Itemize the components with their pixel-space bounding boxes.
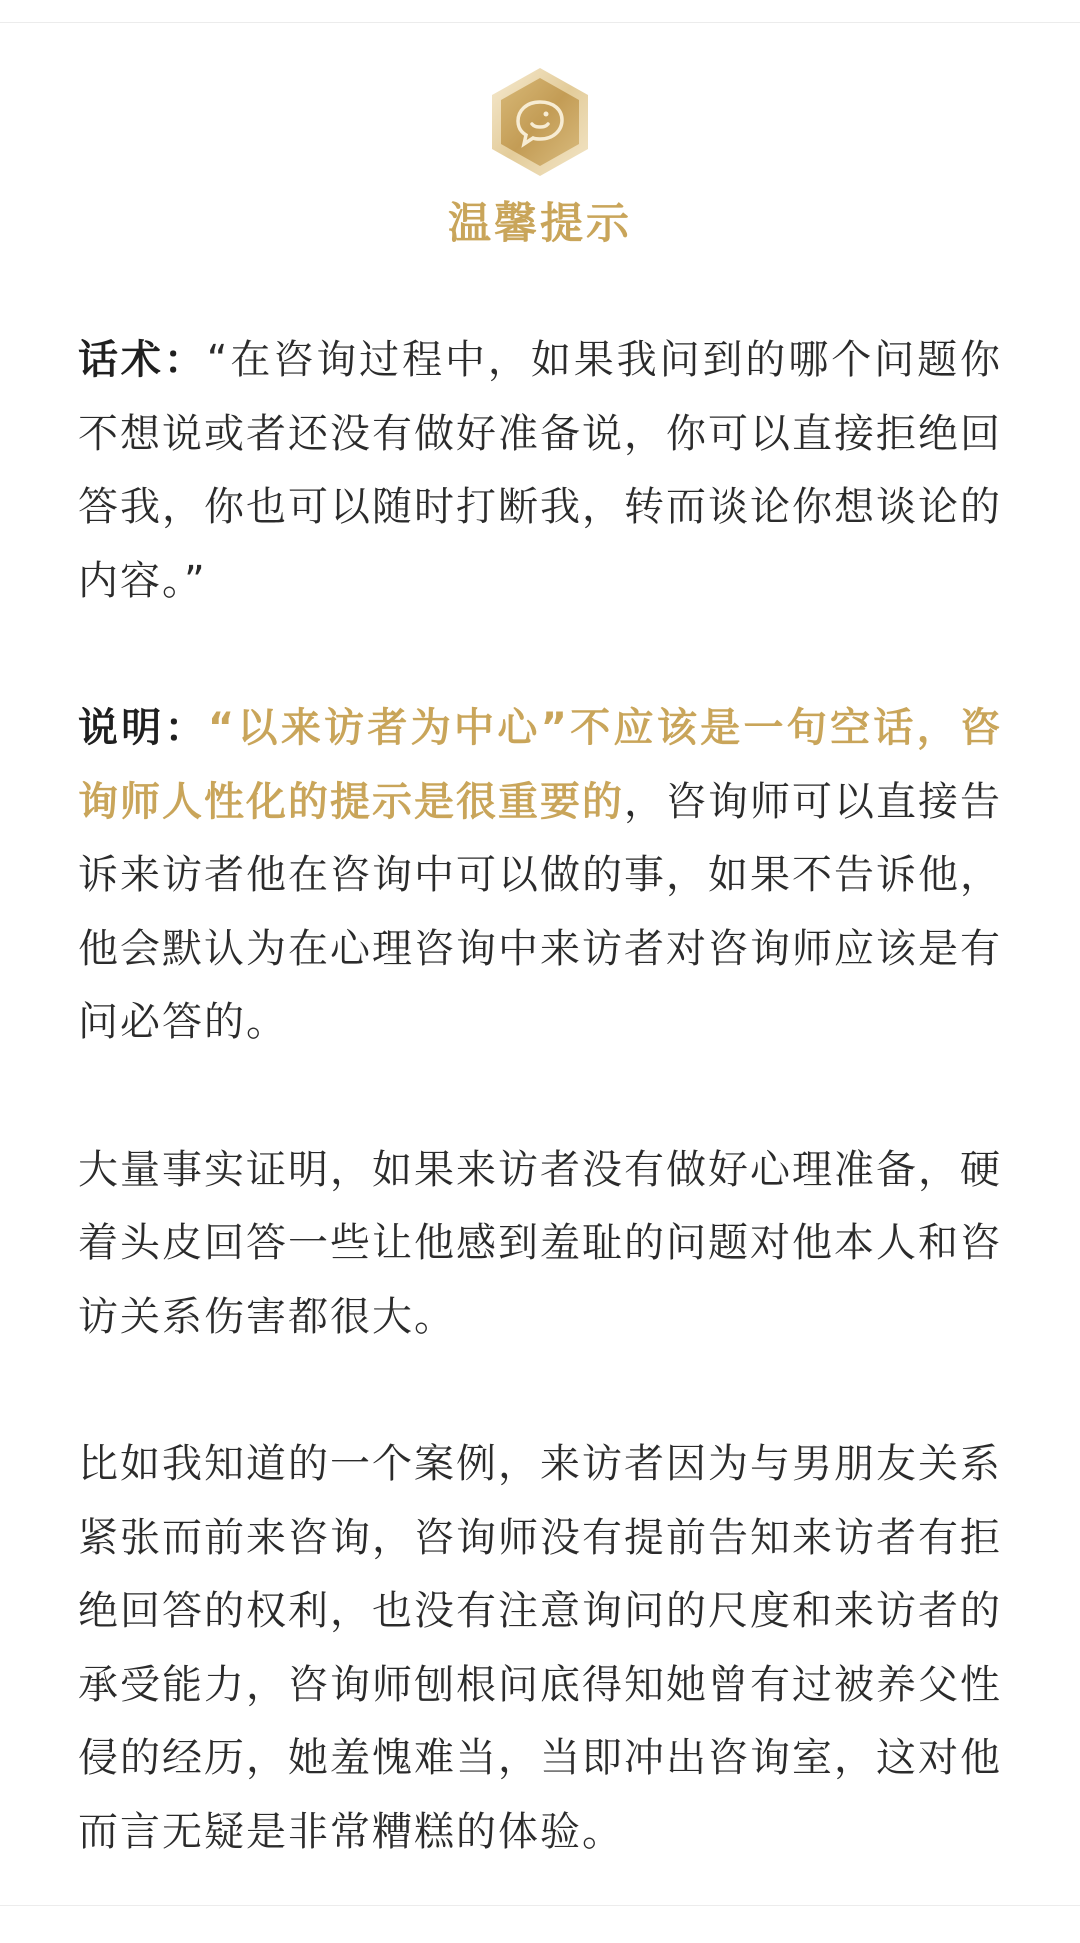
- explanation-label: 说明：: [78, 705, 208, 751]
- case-text: 比如我知道的一个案例，来访者因为与男朋友关系紧张而前来咨询，咨询师没有提前告知来访者有拒绝回答的权利，也没有注意询问的尺度和来访者的承受能力，咨询师刨根问底得知她曾有过被养父性侵的经历，她羞愧难当，当即冲出咨询室，这对他而言无疑是非常糟糕的体验。: [78, 1441, 1002, 1855]
- script-text: “在咨询过程中，如果我问到的哪个问题你不想说或者还没有做好准备说，你可以直接拒绝回答我，你也可以随时打断我，转而谈论你想谈论的内容。”: [78, 337, 1003, 604]
- paragraph-script: [78, 324, 1002, 618]
- explanation-highlight: “以来访者为中心”不应该是一句空话，咨询师人性化的提示是很重要的: [78, 705, 1003, 825]
- chat-bubble-hexagon-icon: [488, 66, 592, 178]
- paragraph-explanation: [78, 692, 1002, 1060]
- article-body: [78, 324, 1002, 1943]
- paragraph-case: [78, 1428, 1002, 1869]
- top-divider: [0, 22, 1080, 23]
- script-label: 话术：: [78, 337, 207, 383]
- paragraph-evidence: [78, 1134, 1002, 1355]
- evidence-text: 大量事实证明，如果来访者没有做好心理准备，硬着头皮回答一些让他感到羞耻的问题对他本人和咨访关系伤害都很大。: [78, 1146, 1002, 1340]
- explanation-text: ，咨询师可以直接告诉来访者他在咨询中可以做的事，如果不告诉他，他会默认为在心理咨询中来访者对咨询师应该是有问必答的。: [78, 778, 1002, 1045]
- bottom-divider: [0, 1905, 1080, 1906]
- header-title: 温馨提示: [448, 199, 632, 249]
- tip-header: [0, 66, 1080, 250]
